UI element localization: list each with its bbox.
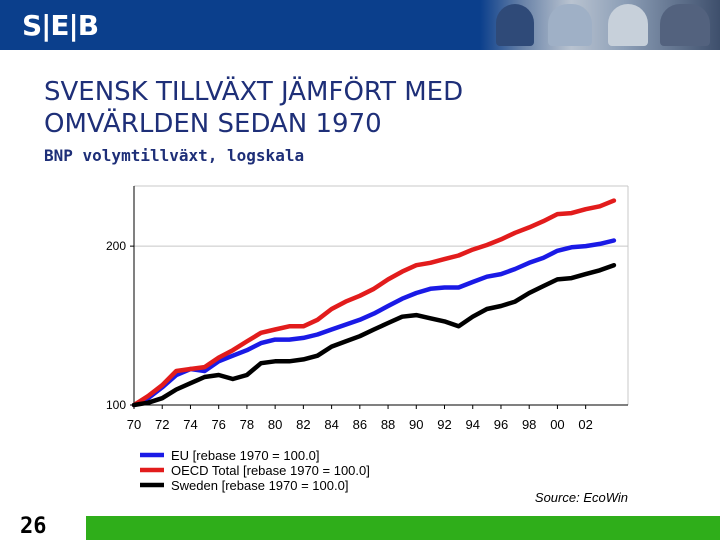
x-tick-label-00: 00 <box>550 417 565 432</box>
y-tick-label-100: 100 <box>105 398 126 412</box>
slide-subtitle: BNP volymtillväxt, logskala <box>44 146 305 165</box>
legend-label-sweden: Sweden [rebase 1970 = 100.0] <box>171 478 349 493</box>
chart-axes <box>106 186 628 432</box>
x-tick-label-80: 80 <box>267 417 283 432</box>
series-line-oecd <box>134 201 614 405</box>
x-tick-label-94: 94 <box>465 417 480 432</box>
legend-label-oecd: OECD Total [rebase 1970 = 100.0] <box>171 463 370 478</box>
x-tick-label-86: 86 <box>352 417 368 432</box>
page-number: 26 <box>20 514 47 539</box>
x-tick-label-02: 02 <box>578 417 593 432</box>
x-tick-label-76: 76 <box>211 417 226 432</box>
chart-source: Source: EcoWin <box>534 490 628 505</box>
slide-title-line-1: SVENSK TILLVÄXT JÄMFÖRT MED <box>44 77 464 107</box>
x-tick-label-92: 92 <box>437 417 452 432</box>
series-line-eu <box>134 241 614 406</box>
slide-title-line-2: OMVÄRLDEN SEDAN 1970 <box>44 109 382 139</box>
chart-legend <box>140 448 370 493</box>
footer-bar <box>0 516 720 540</box>
x-tick-label-84: 84 <box>324 417 339 432</box>
x-tick-label-82: 82 <box>296 417 311 432</box>
x-tick-label-88: 88 <box>380 417 396 432</box>
x-tick-label-70: 70 <box>126 417 142 432</box>
x-tick-label-72: 72 <box>154 417 170 432</box>
y-tick-label-200: 200 <box>105 239 126 254</box>
x-tick-label-74: 74 <box>183 417 198 432</box>
x-tick-label-98: 98 <box>521 417 537 432</box>
chart-grid <box>134 186 628 405</box>
x-tick-label-96: 96 <box>493 417 509 432</box>
seb-logo: S|E|B <box>22 9 99 42</box>
x-tick-label-90: 90 <box>409 417 424 432</box>
chart-lines <box>134 201 614 405</box>
x-tick-label-78: 78 <box>239 417 255 432</box>
legend-label-eu: EU [rebase 1970 = 100.0] <box>171 448 320 463</box>
